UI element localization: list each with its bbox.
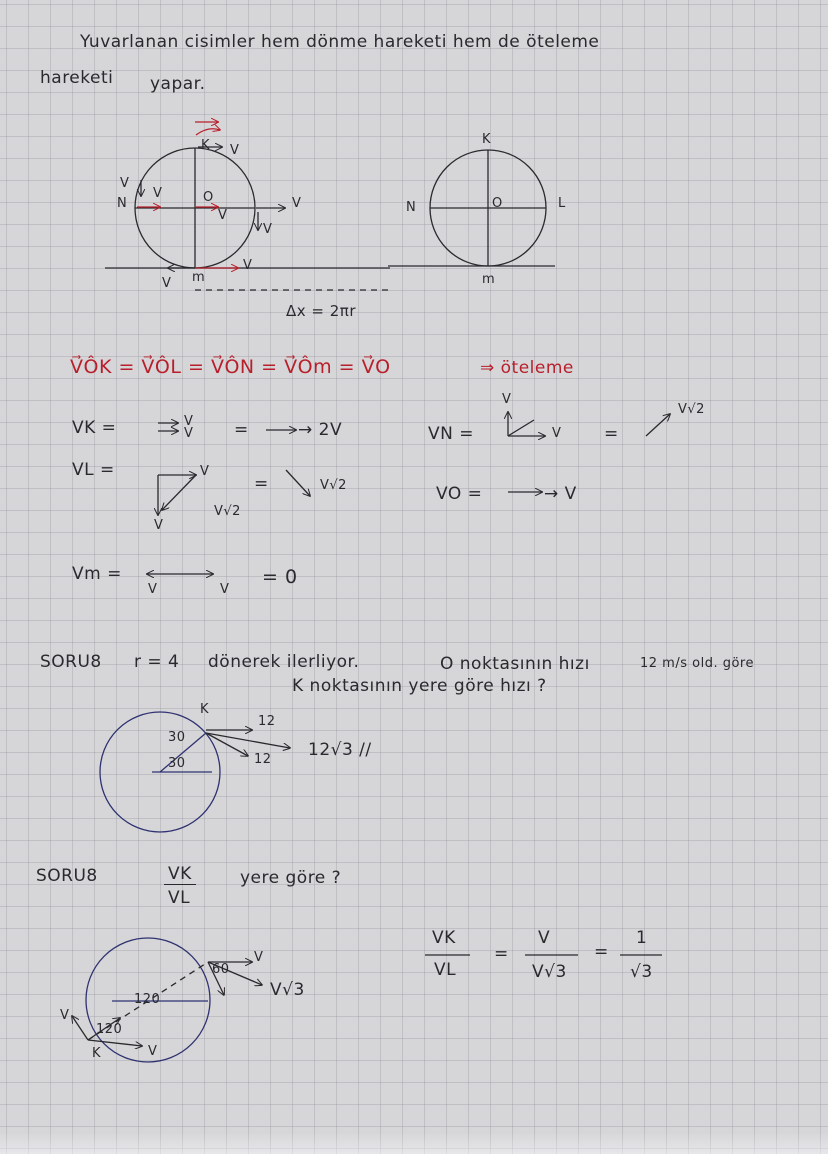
diagram2-label-m: m — [482, 272, 496, 287]
vl-eq: = — [254, 474, 269, 494]
soru2-res-bottom3: √3 — [630, 962, 653, 982]
diagram1-label-o: O — [203, 190, 214, 205]
vn-label: VN = — [428, 424, 474, 444]
intro-line2-b: yapar. — [150, 74, 206, 94]
vk-result: → 2V — [298, 420, 343, 440]
soru2-question: yere göre ? — [240, 868, 342, 888]
soru1-point-k: K — [200, 702, 210, 717]
diagram1-label-v-down: V — [263, 222, 273, 237]
vk-label: VK = — [72, 418, 117, 438]
soru1-text-b: O noktasının hızı — [440, 654, 590, 674]
vk-v-bottom: V — [184, 426, 194, 441]
soru2-v-top: V — [254, 950, 264, 965]
diagram1-label-k: K — [201, 138, 211, 153]
soru2-angle-120a: 120 — [134, 992, 161, 1007]
diagram1-label-m: m — [192, 270, 206, 285]
soru1-answer: 12√3 // — [308, 740, 372, 760]
diagram2-label-o: O — [492, 196, 503, 211]
vn-result: V√2 — [678, 402, 705, 417]
intro-line2-a: hareketi — [40, 68, 114, 88]
vo-label: VO = — [436, 484, 483, 504]
soru1-v12-a: 12 — [258, 714, 276, 729]
vm-label: Vm = — [72, 564, 122, 584]
soru2-res-top2: V — [538, 928, 551, 948]
diagram2-label-l: L — [558, 196, 566, 211]
diagram1-label-v-n-up: V — [120, 176, 130, 191]
soru2-frac-top: VK — [164, 864, 196, 885]
soru2-angle-120b: 120 — [96, 1022, 123, 1037]
vm-v-right: V — [220, 582, 230, 597]
soru2-v-sqrt3: V√3 — [270, 980, 305, 1000]
vl-sqrt: V√2 — [214, 504, 241, 519]
intro-line1: Yuvarlanan cisimler hem dönme hareketi hem de öteleme — [80, 32, 600, 52]
soru2-label: SORU8 — [36, 866, 98, 886]
soru1-radius: r = 4 — [134, 652, 180, 672]
vl-result: V√2 — [320, 478, 347, 493]
soru1-text-a: dönerek ilerliyor. — [208, 652, 360, 672]
soru2-res-bottom2: V√3 — [532, 962, 567, 982]
diagram1-label-v-bottom: V — [243, 258, 253, 273]
soru1-v12-b: 12 — [254, 752, 272, 767]
vl-v-down: V — [154, 518, 164, 533]
soru2-res-top3: 1 — [636, 928, 648, 948]
soru1-text-c: 12 m/s old. göre — [640, 656, 754, 671]
vn-v-right: V — [552, 426, 562, 441]
soru2-v-left: V — [60, 1008, 70, 1023]
soru2-point-k: K — [92, 1046, 102, 1061]
soru1-question: K noktasının yere göre hızı ? — [292, 676, 547, 696]
soru1-angle-a: 30 — [168, 730, 186, 745]
diagram1-dx-label: Δx = 2πr — [286, 302, 356, 320]
soru1-angle-b: 30 — [168, 756, 186, 771]
diagram1-label-n: N — [117, 196, 128, 211]
vk-eq: = — [234, 420, 249, 440]
soru1-circle-diagram — [100, 712, 290, 832]
soru2-res-top1: VK — [432, 928, 456, 948]
equalities-result: ⇒ öteleme — [480, 358, 574, 378]
soru2-res-bottom1: VL — [434, 960, 457, 980]
diagram1-label-v-n: V — [153, 186, 163, 201]
velocity-sketches — [147, 412, 670, 574]
page-fold-edge — [0, 1132, 828, 1154]
diagram1-label-v-left: V — [162, 276, 172, 291]
diagram1-label-v-o: V — [218, 208, 228, 223]
vl-label: VL = — [72, 460, 115, 480]
diagram2-label-n: N — [406, 200, 417, 215]
vo-result: → V — [544, 484, 577, 504]
soru2-res-eq1: = — [494, 944, 509, 964]
soru2-circle-diagram — [72, 938, 662, 1062]
vk-v-top: V — [184, 414, 194, 429]
diagram1-label-v-top: V — [230, 143, 240, 158]
vl-v-right: V — [200, 464, 210, 479]
soru2-v-bottom: V — [148, 1044, 158, 1059]
vm-result: = 0 — [262, 566, 298, 588]
soru2-frac-bottom: VL — [168, 888, 191, 908]
vn-v-up: V — [502, 392, 512, 407]
diagram2-label-k: K — [482, 132, 492, 147]
vm-v-left: V — [148, 582, 158, 597]
soru1-label: SORU8 — [40, 652, 102, 672]
soru2-angle-60: 60 — [212, 962, 230, 977]
diagram1-label-v-right: V — [292, 196, 302, 211]
soru2-res-eq2: = — [594, 942, 609, 962]
velocity-equalities: V⃗ÔK = V⃗ÔL = V⃗ÔN = V⃗Ôm = V⃗O — [70, 356, 391, 378]
vn-eq: = — [604, 424, 619, 444]
